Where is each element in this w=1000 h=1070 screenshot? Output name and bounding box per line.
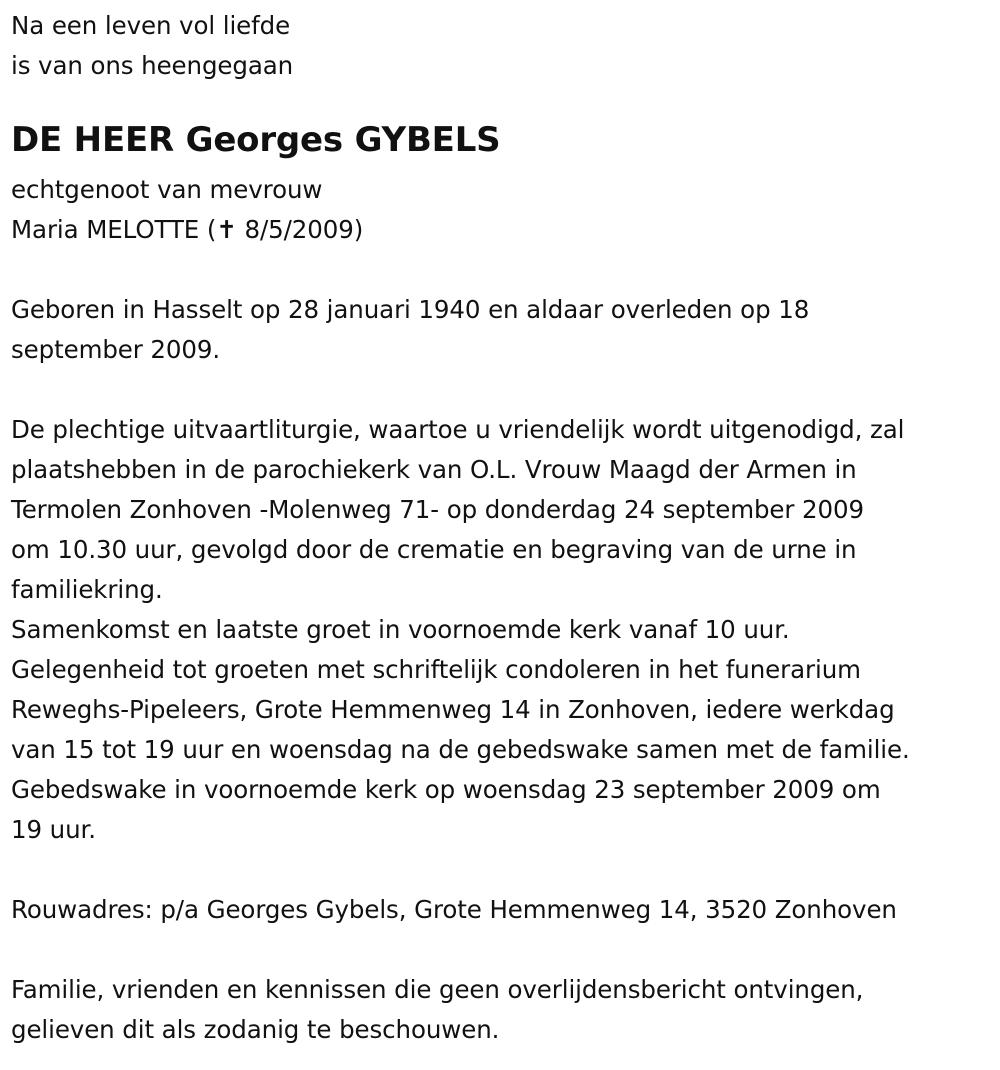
funeral-line: Samenkomst en laatste groet in voornoemde kerk vanaf 10 uur. <box>11 615 790 644</box>
closing-line: gelieven dit als zodanig te beschouwen. <box>11 1015 500 1044</box>
funeral-line: Gebedswake in voornoemde kerk op woensdag 23 september 2009 om <box>11 775 881 804</box>
deceased-name-heading: DE HEER Georges GYBELS <box>11 120 501 160</box>
mourning-address: Rouwadres: p/a Georges Gybels, Grote Hemmenweg 14, 3520 Zonhoven <box>11 895 897 924</box>
spacer <box>11 930 996 970</box>
birth-line: Geboren in Hasselt op 28 januari 1940 en aldaar overleden op 18 <box>11 295 810 324</box>
funeral-line: plaatshebben in de parochiekerk van O.L. Vrouw Maagd der Armen in <box>11 455 857 484</box>
death-notice <box>11 6 996 1050</box>
spacer <box>11 250 996 290</box>
funeral-line: De plechtige uitvaartliturgie, waartoe u vriendelijk wordt uitgenodigd, zal <box>11 415 905 444</box>
funeral-line: familiekring. <box>11 575 163 604</box>
birth-line: september 2009. <box>11 335 221 364</box>
spouse-line-2: Maria MELOTTE (✝ 8/5/2009) <box>11 215 364 244</box>
funeral-line: van 15 tot 19 uur en woensdag na de gebedswake samen met de familie. <box>11 735 910 764</box>
spacer <box>11 370 996 410</box>
funeral-line: Gelegenheid tot groeten met schriftelijk condoleren in het funerarium <box>11 655 861 684</box>
intro-line-2: is van ons heengegaan <box>11 51 294 80</box>
funeral-line: om 10.30 uur, gevolgd door de crematie en begraving van de urne in <box>11 535 857 564</box>
spouse-line-1: echtgenoot van mevrouw <box>11 175 323 204</box>
funeral-paragraph <box>11 410 996 850</box>
funeral-line: Termolen Zonhoven -Molenweg 71- op donderdag 24 september 2009 <box>11 495 865 524</box>
funeral-line: Reweghs-Pipeleers, Grote Hemmenweg 14 in Zonhoven, iedere werkdag <box>11 695 895 724</box>
intro-line-1: Na een leven vol liefde <box>11 11 291 40</box>
birth-paragraph <box>11 290 996 370</box>
closing-line: Familie, vrienden en kennissen die geen overlijdensbericht ontvingen, <box>11 975 864 1004</box>
closing-paragraph <box>11 970 996 1050</box>
funeral-line: 19 uur. <box>11 815 96 844</box>
spacer <box>11 850 996 890</box>
